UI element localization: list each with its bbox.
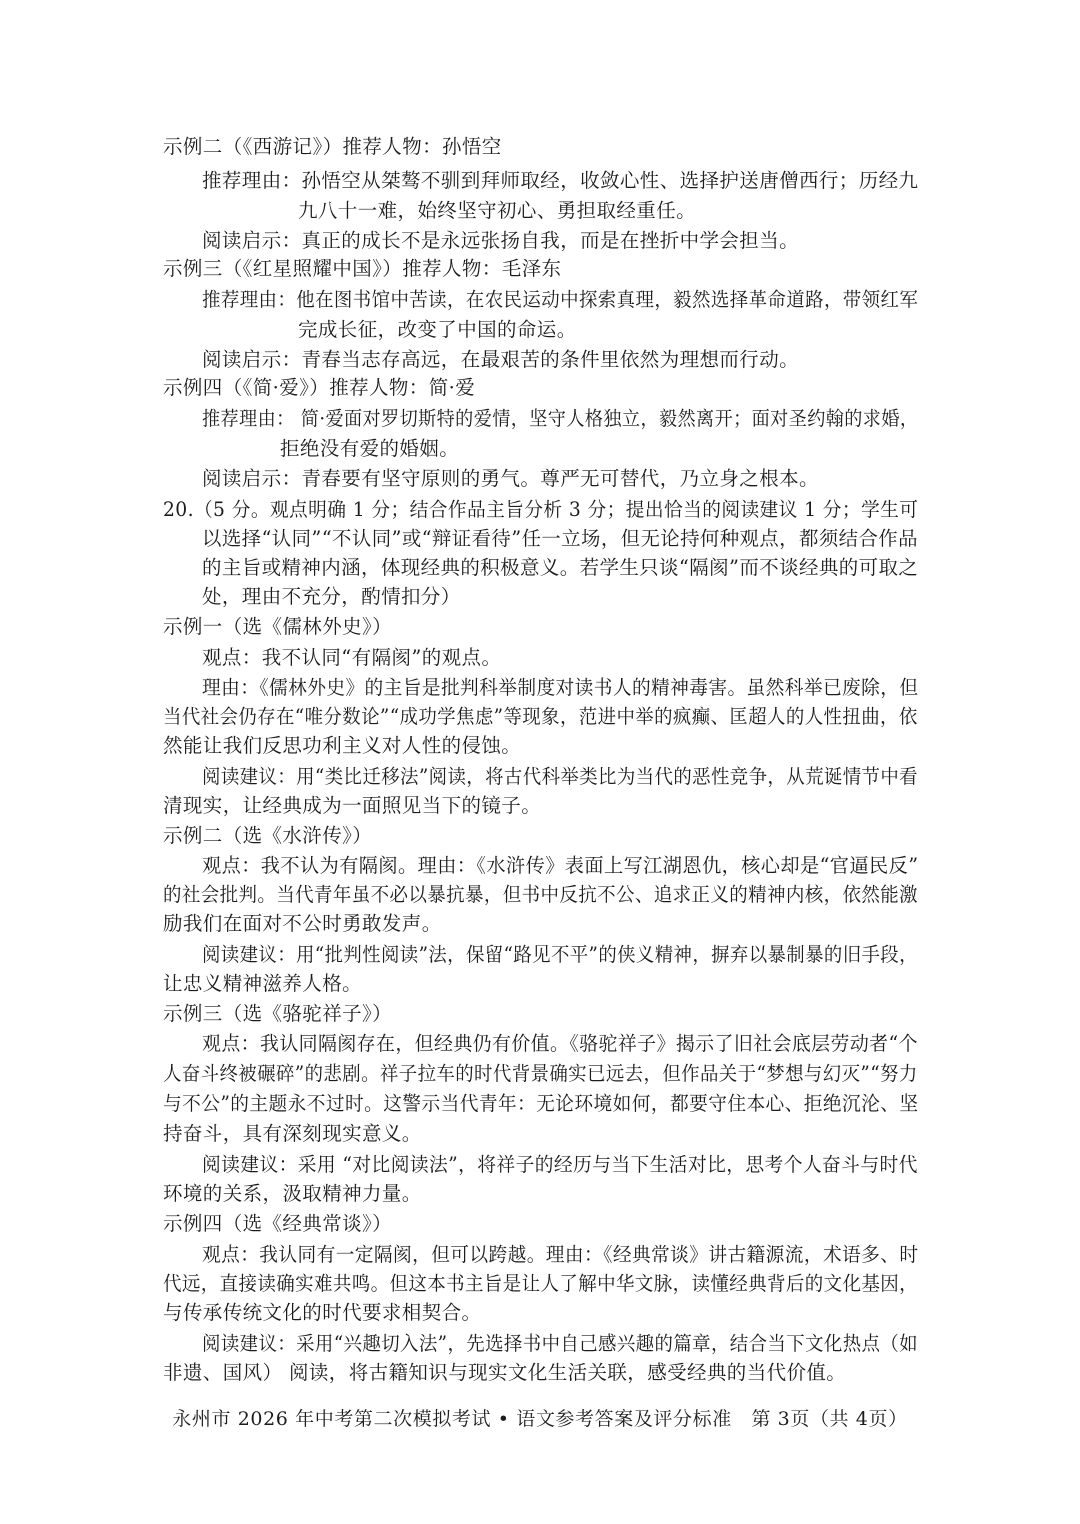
reading-suggestion-cont: 清现实，让经典成为一面照见当下的镜子。 <box>163 794 542 817</box>
viewpoint: 观点：我不认为有隔阂。理由：《水浒传》表面上写江湖恩仇，核心却是“官逼民反” <box>202 854 919 877</box>
viewpoint: 观点：我不认同“有隔阂”的观点。 <box>202 646 502 669</box>
example-heading: 示例四（《简·爱》）推荐人物：简·爱 <box>163 376 476 399</box>
question-20-scoring-cont: 以选择“认同”“不认同”或“辩证看待”任一立场，但无论持何种观点，都须结合作品 <box>202 527 918 550</box>
reading-suggestion: 阅读建议：采用 “对比阅读法”，将祥子的经历与当下生活对比，思考个人奋斗与时代 <box>202 1153 918 1176</box>
example-heading: 示例四（选《经典常谈》） <box>163 1212 393 1235</box>
example-heading: 示例二（《西游记》）推荐人物：孙悟空 <box>163 135 502 158</box>
viewpoint: 观点：我认同有一定隔阂，但可以跨越。理由：《经典常谈》讲古籍源流，术语多、时 <box>202 1243 919 1266</box>
reading-suggestion: 阅读建议：用“类比迁移法”阅读，将古代科举类比为当代的恶性竞争，从荒诞情节中看 <box>202 765 919 788</box>
recommend-reason-cont: 完成长征，改变了中国的命运。 <box>298 318 577 341</box>
recommend-reason: 推荐理由： 简·爱面对罗切斯特的爱情，坚守人格独立，毅然离开；面对圣约翰的求婚， <box>202 407 919 430</box>
example-heading: 示例三（选《骆驼祥子》） <box>163 1002 393 1025</box>
reading-insight: 阅读启示：青春当志存高远，在最艰苦的条件里依然为理想而行动。 <box>202 348 800 371</box>
example-heading: 示例二（选《水浒传》） <box>163 824 373 847</box>
reading-insight: 阅读启示：青春要有坚守原则的勇气。尊严无可替代，乃立身之根本。 <box>202 467 819 490</box>
reading-suggestion: 阅读建议：用“批判性阅读”法，保留“路见不平”的侠义精神，摒弃以暴制暴的旧手段， <box>202 943 918 966</box>
viewpoint-cont: 与不公”的主题永不过时。这警示当代青年：无论环境如何，都要守住本心、拒绝沉沦、坚 <box>163 1092 919 1115</box>
reason: 理由：《儒林外史》的主旨是批判科举制度对读书人的精神毒害。虽然科举已废除，但 <box>202 676 919 699</box>
viewpoint-cont: 励我们在面对不公时勇敢发声。 <box>163 912 442 935</box>
question-20-scoring-cont: 的主旨或精神内涵，体现经典的积极意义。若学生只谈“隔阂”而不谈经典的可取之 <box>202 556 919 579</box>
viewpoint-cont: 持奋斗，具有深刻现实意义。 <box>163 1122 422 1145</box>
reading-insight: 阅读启示：真正的成长不是永远张扬自我，而是在挫折中学会担当。 <box>202 229 800 252</box>
viewpoint-cont: 人奋斗终被碾碎”的悲剧。祥子拉车的时代背景确实已远去，但作品关于“梦想与幻灭”“努力 <box>163 1062 918 1085</box>
viewpoint-cont: 的社会批判。当代青年虽不必以暴抗暴，但书中反抗不公、追求正义的精神内核，依然能激 <box>163 883 919 906</box>
example-heading: 示例三（《红星照耀中国》）推荐人物：毛泽东 <box>163 257 562 280</box>
viewpoint-cont: 代远，直接读确实难共鸣。但这本书主旨是让人了解中华文脉，读懂经典背后的文化基因， <box>163 1272 919 1295</box>
recommend-reason: 推荐理由：他在图书馆中苦读，在农民运动中探索真理，毅然选择革命道路，带领红军 <box>202 288 919 311</box>
question-20-scoring-cont: 处，理由不充分，酌情扣分） <box>202 585 461 608</box>
reason-cont: 然能让我们反思功利主义对人性的侵蚀。 <box>163 734 522 757</box>
reading-suggestion-cont: 环境的关系，汲取精神力量。 <box>163 1182 422 1205</box>
reading-suggestion: 阅读建议：采用“兴趣切入法”，先选择书中自己感兴趣的篇章，结合当下文化热点（如 <box>202 1332 919 1355</box>
example-heading: 示例一（选《儒林外史》） <box>163 615 393 638</box>
viewpoint: 观点：我认同隔阂存在，但经典仍有价值。《骆驼祥子》揭示了旧社会底层劳动者“个 <box>202 1032 918 1055</box>
recommend-reason: 推荐理由：孙悟空从桀骜不驯到拜师取经，收敛心性、选择护送唐僧西行；历经九 <box>202 169 919 192</box>
reading-suggestion-cont: 非遗、国风） 阅读，将古籍知识与现实文化生活关联，感受经典的当代价值。 <box>163 1361 847 1384</box>
reason-cont: 当代社会仍存在“唯分数论”“成功学焦虑”等现象，范进中举的疯癫、匡超人的人性扭曲，依 <box>163 705 918 728</box>
reading-suggestion-cont: 让忠义精神滋养人格。 <box>163 972 363 995</box>
recommend-reason-cont: 拒绝没有爱的婚姻。 <box>280 437 460 460</box>
question-20-scoring: 20.（5 分。观点明确 1 分；结合作品主旨分析 3 分；提出恰当的阅读建议 1 分；学生可 <box>163 498 919 521</box>
viewpoint-cont: 与传承传统文化的时代要求相契合。 <box>163 1301 482 1324</box>
recommend-reason-cont: 九八十一难，始终坚守初心、勇担取经重任。 <box>298 199 697 222</box>
page-footer: 永州市 2026 年中考第二次模拟考试 • 语文参考答案及评分标准 第 3页（共 4页） <box>172 1408 908 1430</box>
